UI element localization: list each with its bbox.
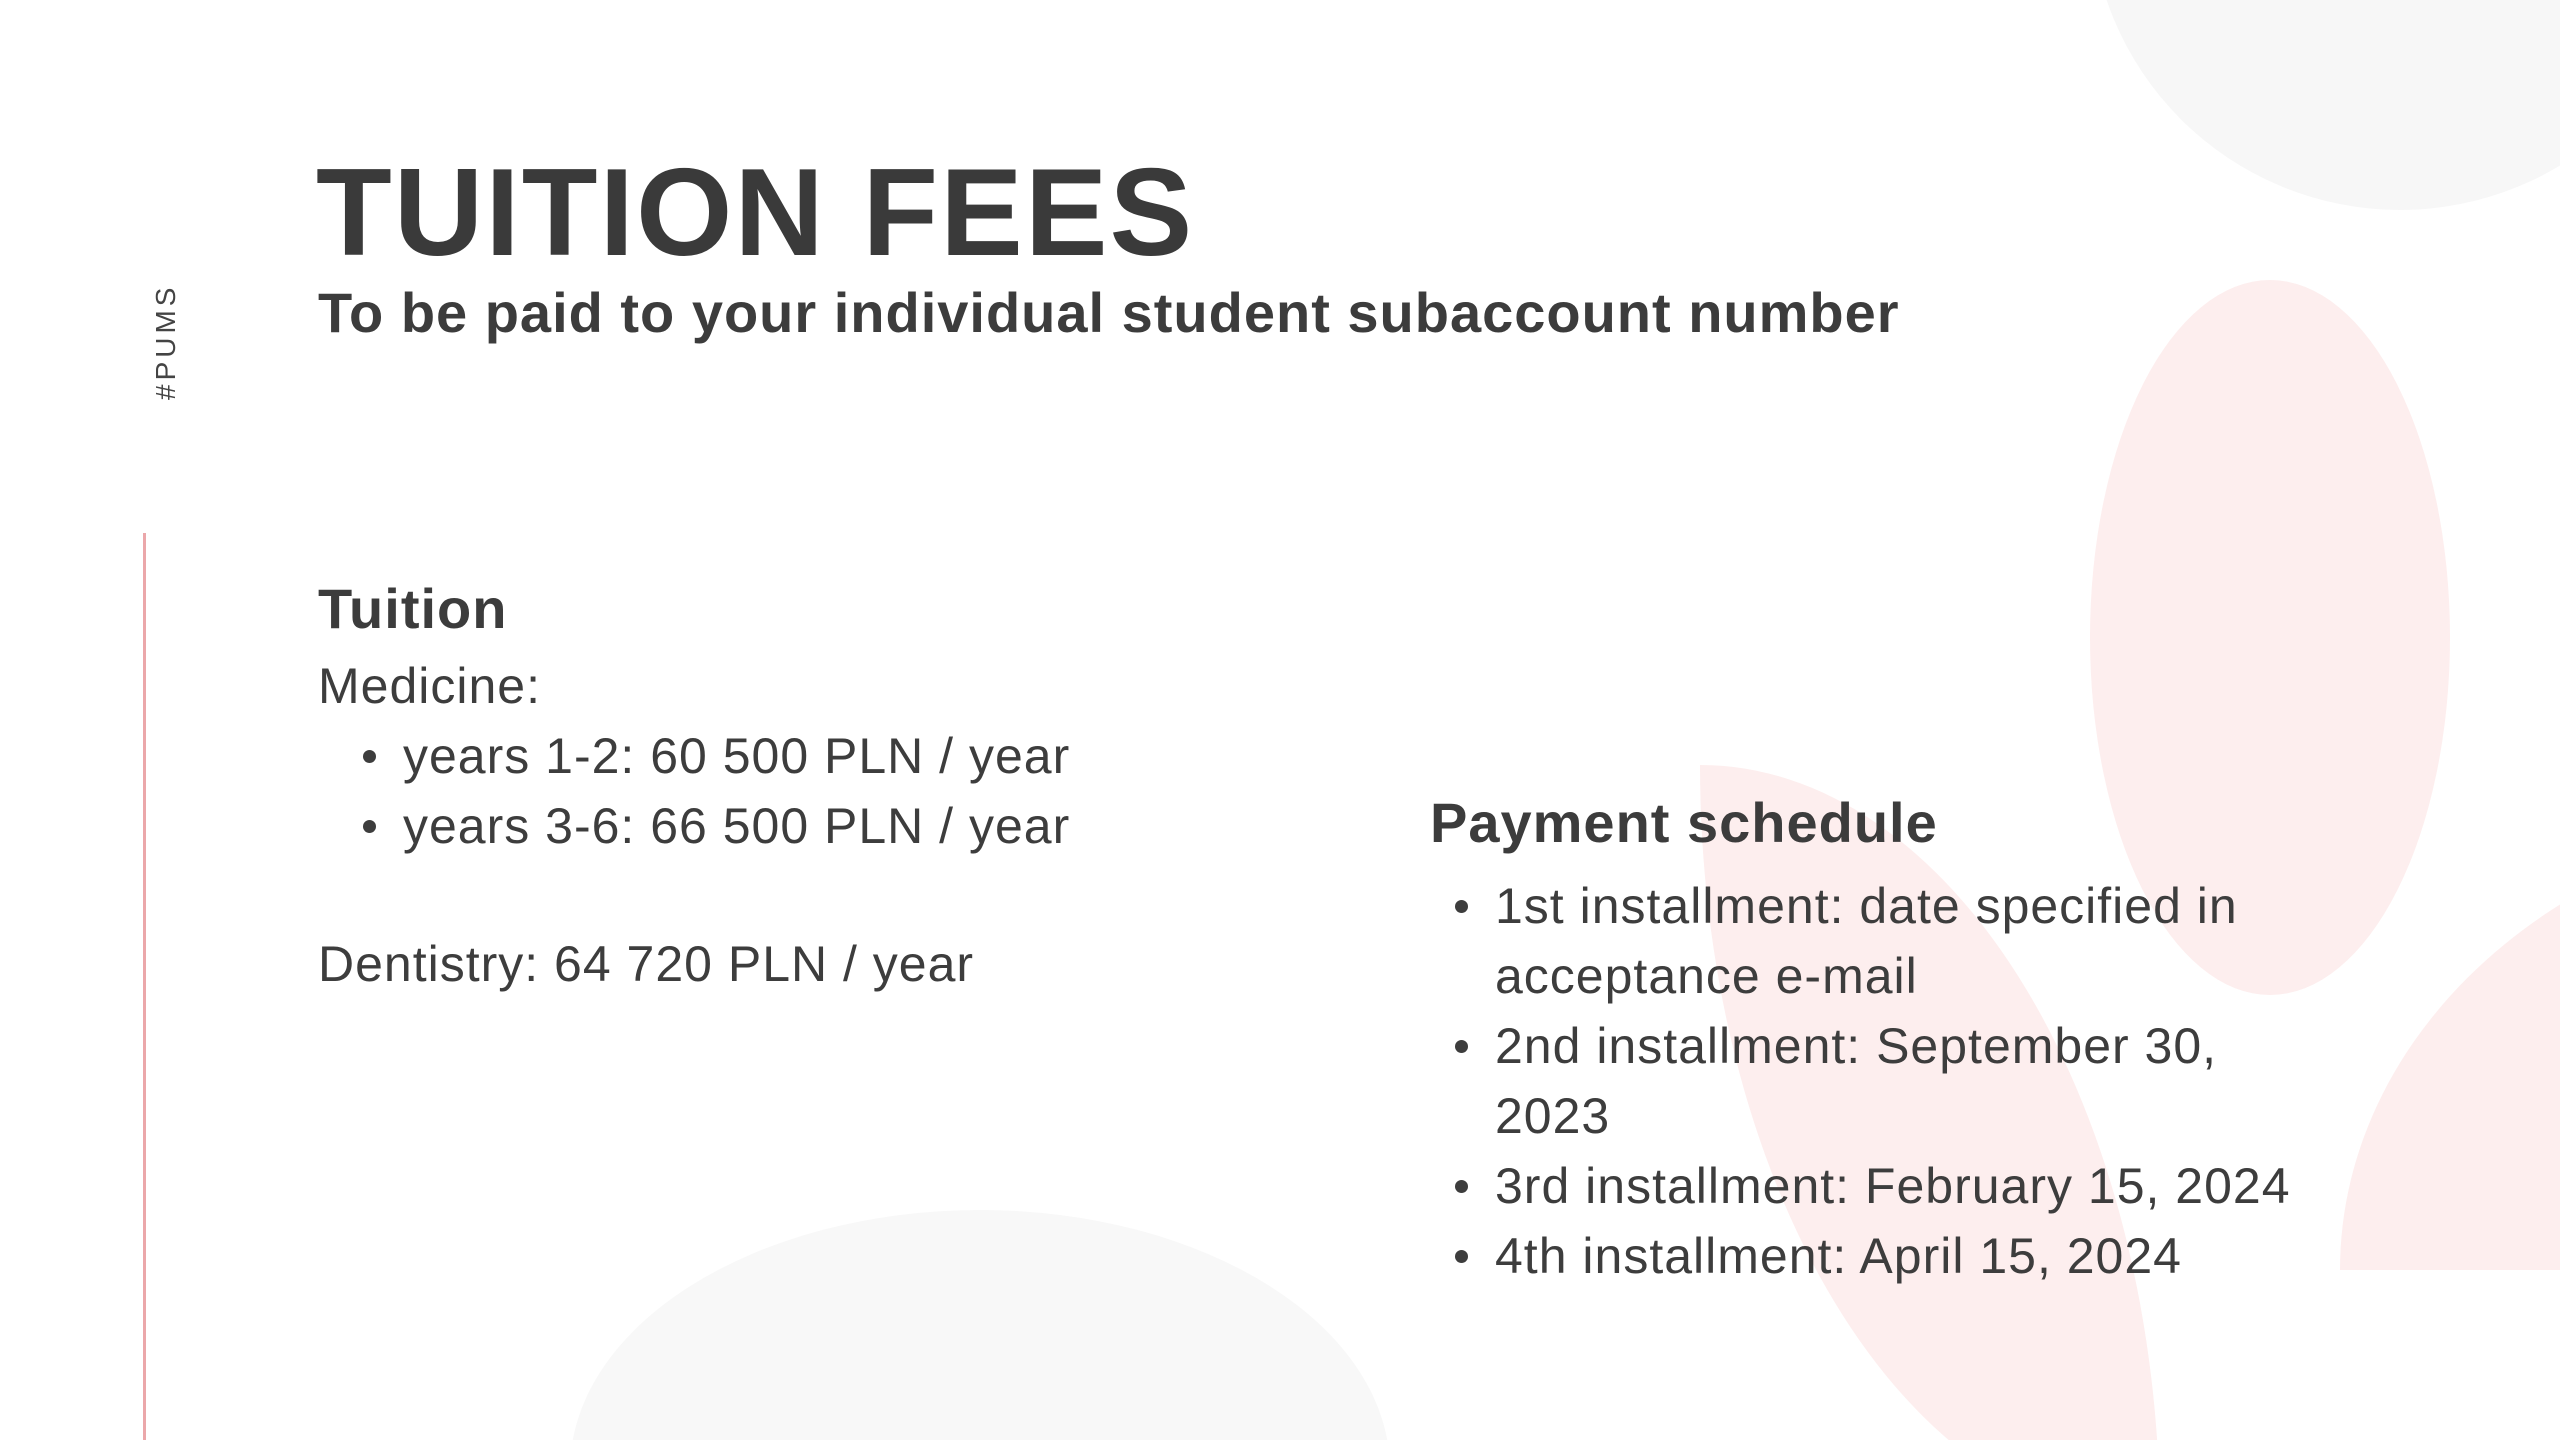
tuition-section <box>318 576 1318 999</box>
bullet-icon <box>363 820 376 833</box>
installment-text-continued: acceptance e-mail <box>1495 948 1918 1004</box>
medicine-fee-list <box>318 721 1318 861</box>
side-hashtag-label: #PUMS <box>150 283 181 400</box>
medicine-label: Medicine: <box>318 658 541 714</box>
installment-text: 3rd installment: February 15, 2024 <box>1495 1158 2291 1214</box>
list-item <box>1430 1151 2430 1221</box>
payment-schedule-heading: Payment schedule <box>1430 791 1938 854</box>
payment-schedule-section <box>1430 790 2430 1291</box>
bullet-icon <box>1455 1040 1468 1053</box>
bullet-icon <box>363 750 376 763</box>
installment-text: 4th installment: April 15, 2024 <box>1495 1228 2182 1284</box>
bullet-icon <box>1455 1180 1468 1193</box>
list-item <box>1430 1221 2430 1291</box>
installment-text: 2nd installment: September 30, <box>1495 1018 2218 1074</box>
installment-text-continued: 2023 <box>1495 1088 1611 1144</box>
dentistry-fee-text: Dentistry: 64 720 PLN / year <box>318 936 975 992</box>
page-subtitle: To be paid to your individual student subaccount number <box>318 281 1900 344</box>
page-title: TUITION FEES <box>316 144 1195 282</box>
list-item <box>1430 871 2430 1011</box>
decorative-circle-top <box>2090 0 2560 210</box>
decorative-blob-bottom <box>570 1210 1390 1440</box>
list-item <box>318 791 1318 861</box>
bullet-icon <box>1455 900 1468 913</box>
list-item <box>1430 1011 2430 1151</box>
list-item <box>318 721 1318 791</box>
tuition-heading: Tuition <box>318 577 508 640</box>
medicine-fee-text: years 3-6: 66 500 PLN / year <box>403 798 1071 854</box>
bullet-icon <box>1455 1250 1468 1263</box>
installment-text: 1st installment: date specified in <box>1495 878 2238 934</box>
side-divider-line <box>143 533 146 1440</box>
medicine-fee-text: years 1-2: 60 500 PLN / year <box>403 728 1071 784</box>
installment-list <box>1430 871 2430 1291</box>
